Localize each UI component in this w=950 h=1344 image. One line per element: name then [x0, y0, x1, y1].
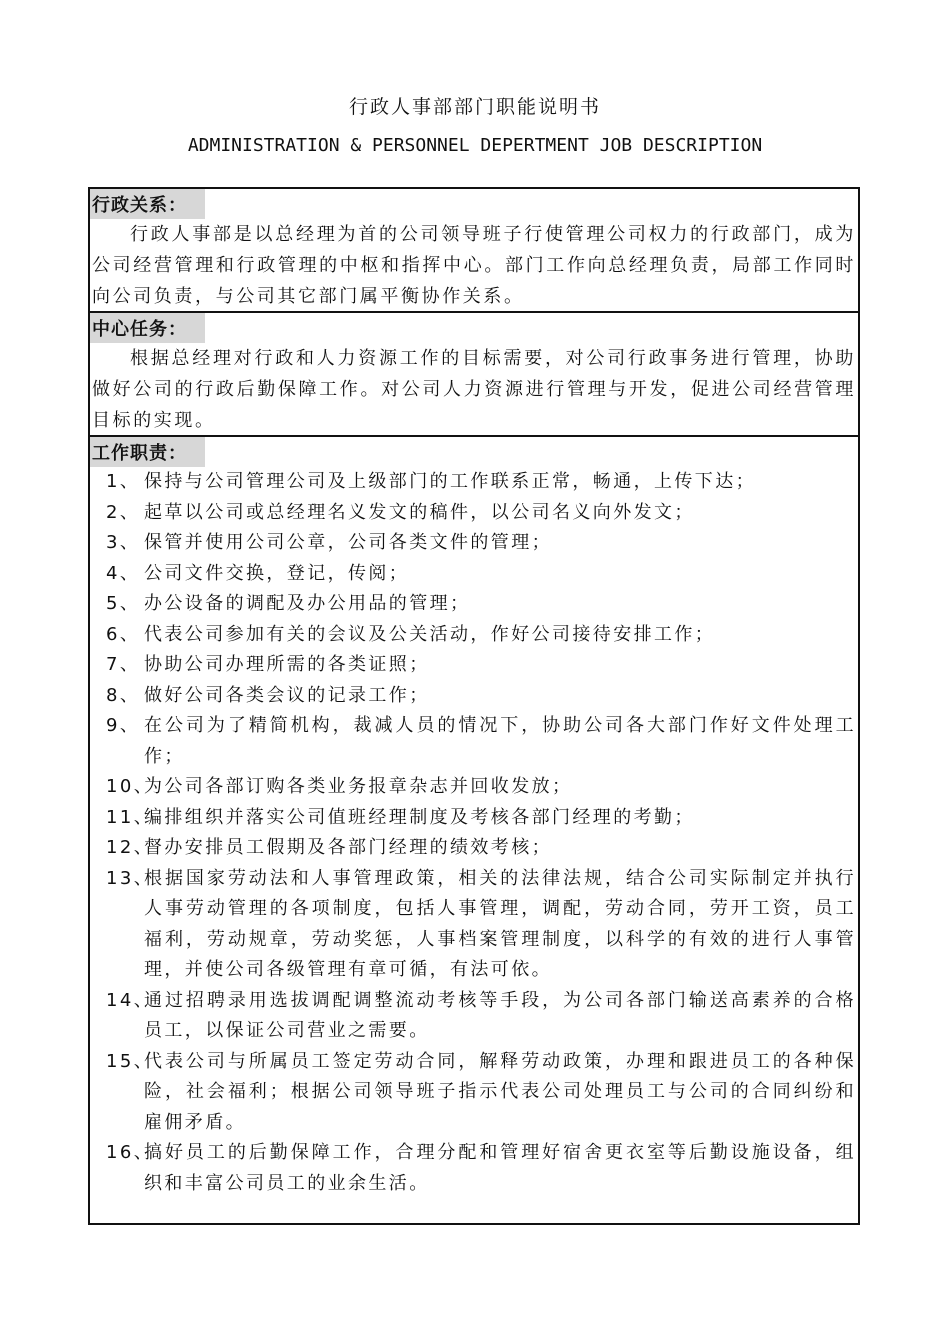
duty-item: [90, 620, 858, 651]
duty-item: [90, 650, 858, 681]
section-heading-duties: 工作职责：: [90, 437, 205, 467]
duty-text: 督办安排员工假期及各部门经理的绩效考核；: [144, 837, 552, 858]
duty-number: 2、: [106, 501, 141, 523]
duty-text: 协助公司办理所需的各类证照；: [144, 654, 430, 675]
duty-text: 保持与公司管理公司及上级部门的工作联系正常，畅通，上传下达；: [144, 471, 756, 492]
duty-number: 16、: [106, 1142, 155, 1163]
duty-item: [90, 772, 858, 803]
document-title-chinese: 行政人事部部门职能说明书: [348, 96, 601, 118]
section-duties: [90, 437, 858, 1199]
duty-item: [90, 864, 858, 986]
duty-item: [90, 467, 858, 498]
duty-number: 15、: [106, 1050, 155, 1072]
section-heading-relations: 行政关系：: [90, 189, 205, 219]
document-title-english: ADMINISTRATION & PERSONNEL DEPERTMENT JOB DESCRIPTION: [187, 135, 763, 156]
section-text-relations: 行政人事部是以总经理为首的公司领导班子行使管理公司权力的行政部门，成为公司经营管理和行政管理的中枢和指挥中心。部门工作向总经理负责，局部工作同时向公司负责，与公司其它部门属平衡协作关系。: [92, 224, 856, 307]
duty-number: 8、: [106, 684, 141, 706]
duty-item: [90, 589, 858, 620]
duty-number: 7、: [106, 654, 141, 675]
duty-item: [90, 498, 858, 529]
duty-text: 公司文件交换，登记，传阅；: [144, 562, 410, 584]
section-tasks: [90, 313, 858, 437]
duty-number: 3、: [106, 532, 141, 553]
section-relations: [90, 189, 858, 313]
duty-number: 6、: [106, 623, 141, 645]
duty-text: 做好公司各类会议的记录工作；: [144, 684, 430, 706]
duty-item: [90, 559, 858, 590]
section-text-tasks: 根据总经理对行政和人力资源工作的目标需要，对公司行政事务进行管理，协助做好公司的行政后勤保障工作。对公司人力资源进行管理与开发，促进公司经营管理目标的实现。: [92, 348, 856, 431]
duty-item: [90, 528, 858, 559]
duty-text: 办公设备的调配及办公用品的管理；: [144, 593, 471, 614]
duty-number: 14、: [106, 989, 155, 1011]
duty-text: 编排组织并落实公司值班经理制度及考核各部门经理的考勤；: [144, 806, 695, 828]
duty-number: 5、: [106, 593, 141, 614]
duty-item: [90, 1138, 858, 1199]
duty-number: 4、: [106, 562, 141, 584]
duty-number: 11、: [106, 806, 155, 828]
duties-list: [90, 467, 858, 1199]
duty-number: 12、: [106, 837, 155, 858]
duty-text: 代表公司与所属员工签定劳动合同，解释劳动政策，办理和跟进员工的各种保险，社会福利；根据公司领导班子指示代表公司处理员工与公司的合同纠纷和雇佣矛盾。: [144, 1050, 856, 1133]
duty-text: 起草以公司或总经理名义发文的稿件，以公司名义向外发文；: [144, 501, 695, 523]
duty-item: [90, 681, 858, 712]
duty-text: 在公司为了精简机构，裁减人员的情况下，协助公司各大部门作好文件处理工作；: [144, 715, 856, 767]
duty-text: 为公司各部订购各类业务报章杂志并回收发放；: [144, 776, 573, 797]
duty-number: 13、: [106, 867, 155, 889]
duty-item: [90, 986, 858, 1047]
duty-text: 代表公司参加有关的会议及公关活动，作好公司接待安排工作；: [144, 623, 716, 645]
duty-text: 搞好员工的后勤保障工作，合理分配和管理好宿舍更衣室等后勤设施设备，组织和丰富公司员工的业余生活。: [144, 1142, 856, 1194]
duty-text: 通过招聘录用选拔调配调整流动考核等手段，为公司各部门输送高素养的合格员工，以保证公司营业之需要。: [144, 989, 856, 1041]
duty-text: 保管并使用公司公章，公司各类文件的管理；: [144, 532, 552, 553]
duty-item: [90, 711, 858, 772]
duty-number: 1、: [106, 471, 141, 492]
description-table: [88, 187, 860, 1225]
duty-item: [90, 833, 858, 864]
duty-number: 9、: [106, 715, 141, 736]
section-heading-tasks: 中心任务：: [90, 313, 205, 343]
duty-item: [90, 1047, 858, 1139]
duty-item: [90, 803, 858, 834]
duty-text: 根据国家劳动法和人事管理政策，相关的法律法规，结合公司实际制定并执行人事劳动管理的各项制度，包括人事管理，调配，劳动合同，劳开工资，员工福利，劳动规章，劳动奖惩，人事档案管理制度，以科学的有效的进行人事管理，并使公司各级管理有章可循，有法可依。: [144, 867, 856, 980]
duty-number: 10、: [106, 776, 155, 797]
